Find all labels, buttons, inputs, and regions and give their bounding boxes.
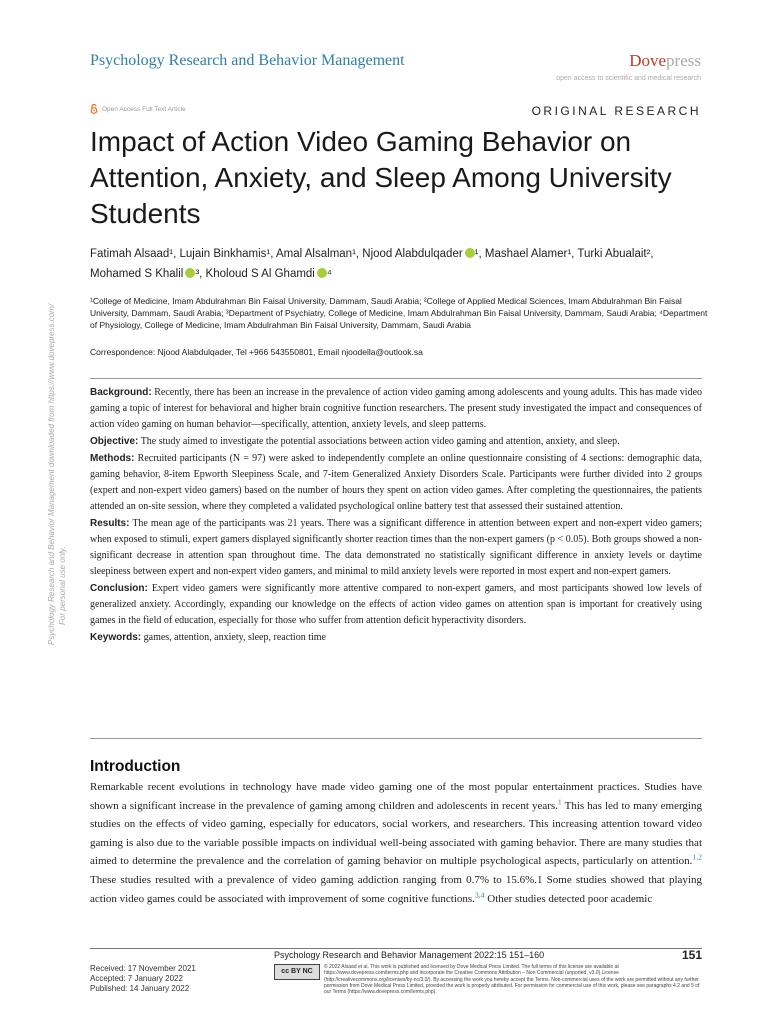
article-title: Impact of Action Video Gaming Behavior on Attention, Anxiety, and Sleep Among University Students [90, 126, 672, 229]
orcid-icon[interactable] [465, 248, 475, 258]
conclusion-label: Conclusion: [90, 583, 148, 594]
publisher-logo-part1: Dove [629, 51, 667, 70]
open-access-label: Open Access Full Text Article [102, 105, 186, 113]
article-dates [90, 964, 196, 994]
abstract-methods [90, 451, 702, 515]
license-text: © 2022 Alsaad et al. This work is published and licensed by Dove Medical Press Limited. The full terms of this license are available at https://www.dovepress.com/terms.php and incorporate the Creative Commons Attribution – Non Commercial (unported, v3.0) License (http://creativecommons.org/licenses/by-nc/3.0/). By accessing the work you hereby accept the Terms. Non-commercial uses of the work are permitted without any further permission from Dove Medical Press Limited, provided the work is properly attributed. For permission for commercial use of this work, please see paragraphs 4.2 and 5 of our Terms (https://www.dovepress.com/terms.php). [324, 964, 700, 996]
page-number: 151 [681, 948, 702, 962]
results-label: Results: [90, 518, 130, 529]
side-note-line1: Psychology Research and Behavior Management downloaded from https://www.dovepress.com/ [47, 303, 56, 645]
received-date: Received: 17 November 2021 [90, 964, 196, 973]
abstract-top-rule [90, 378, 702, 379]
license-block [274, 964, 702, 995]
correspondence: Correspondence: Njood Alabdulqader, Tel +966 543550801, Email njoodella@outlook.sa [90, 347, 423, 357]
published-date: Published: 14 January 2022 [90, 984, 190, 993]
abstract-bottom-rule [90, 738, 702, 739]
open-access-badge [90, 104, 186, 114]
objective-label: Objective: [90, 436, 139, 447]
intro-part4: Other studies detected poor academic [484, 892, 653, 905]
methods-label: Methods: [90, 453, 135, 464]
orcid-icon[interactable] [185, 268, 195, 278]
orcid-icon[interactable] [317, 268, 327, 278]
side-note-text [46, 304, 68, 645]
side-note-line2: For personal use only. [58, 546, 67, 625]
abstract-results [90, 516, 702, 580]
publisher-logo[interactable] [629, 51, 701, 71]
open-access-icon [90, 104, 98, 114]
accepted-date: Accepted: 7 January 2022 [90, 974, 183, 983]
abstract-keywords [90, 630, 702, 646]
keywords-label: Keywords: [90, 632, 142, 643]
journal-title[interactable]: Psychology Research and Behavior Management [90, 52, 405, 69]
article-type: ORIGINAL RESEARCH [531, 104, 701, 118]
conclusion-text: Expert video gamers were significantly more attentive compared to non-expert gamers, and most participants showed low levels of generalized anxiety. Accordingly, expanding our knowledge on the effects of action video games on attention span is important for creatively using games in the field of education, especially for those who suffer from attention deficit hyperactivity disorders. [90, 583, 702, 626]
introduction-heading: Introduction [90, 758, 181, 775]
abstract-objective [90, 434, 702, 450]
background-text: Recently, there has been an increase in the prevalence of action video gaming among adolescents and young adults. This has made video gaming a topic of interest for behavioral and higher brain cognitive function researchers. The present study investigated the impact and consequences of action video gaming on human behavior—specifically, attention, anxiety levels, and sleep patterns. [90, 387, 703, 430]
intro-part3: These studies resulted with a prevalence of video gaming addiction ranging from 0.7% to 15.6%.1 Some studies showed that playing action video games could be associated with improvement of some cognitive functions. [90, 873, 702, 905]
objective-text: The study aimed to investigate the potential associations between action video gaming and attention, anxiety, and sleep. [140, 436, 620, 447]
authors-line2b: ³, Kholoud S Al Ghamdi [195, 268, 315, 280]
footer-rule [90, 948, 702, 949]
publisher-logo-part2: press [666, 51, 701, 70]
abstract-background [90, 385, 702, 433]
author-list [90, 244, 710, 284]
authors-line2a: Mohamed S Khalil [90, 268, 184, 280]
affiliations: ¹College of Medicine, Imam Abdulrahman Bin Faisal University, Dammam, Saudi Arabia; ²College of Applied Medical Sciences, Imam Abdulrahman Bin Faisal University, Dammam, Saudi Arabia; ³Department of Psychiatry, College of Medicine, Imam Abdulrahman Bin Faisal University, Dammam, Saudi Arabia; ⁴Department of Physiology, College of Medicine, Imam Abdulrahman Bin Faisal University, Dammam, Saudi Arabia [90, 296, 708, 330]
citation-link[interactable]: 1,2 [692, 852, 702, 862]
publisher-tagline: open access to scientific and medical research [556, 75, 701, 82]
abstract [90, 385, 702, 647]
abstract-conclusion [90, 581, 702, 629]
cc-license-icon[interactable]: cc BY NC [274, 964, 320, 980]
citation-link[interactable]: 1 [557, 796, 562, 806]
introduction-text [90, 778, 702, 908]
background-label: Background: [90, 387, 152, 398]
authors-line1: Fatimah Alsaad¹, Lujain Binkhamis¹, Amal Alsalman¹, Njood Alabdulqader [90, 248, 463, 260]
authors-line1b: ¹, Mashael Alamer¹, Turki Abualait², [474, 248, 654, 260]
results-text: The mean age of the participants was 21 years. There was a significant difference in attention between expert and non-expert video gamers; when exposed to stimuli, expert gamers displayed significantly shorter reaction times than the non-expert gamers (p < 0.05). Both groups showed a non-significant decrease in attention span throughout time. The data demonstrated no statistically significant difference in anxiety levels or daytime sleepiness between expert and non-expert video gamers, and minimal to mild anxiety levels were reported in most expert and non-expert gamers. [90, 518, 702, 577]
footer-citation[interactable]: Psychology Research and Behavior Management 2022:15 151–160 [274, 950, 545, 960]
intro-part1: Remarkable recent evolutions in technology have made video gaming one of the most popular entertainment practices. Studies have shown a significant increase in the prevalence of gaming among children and adolescents in recent years. [90, 781, 702, 812]
methods-text: Recruited participants (N = 97) were asked to independently complete an online questionnaire consisting of 4 sections: demographic data, gaming behavior, 8-item Epworth Sleepiness Scale, and 7-item Generalized Anxiety Disorders Scale. Participants were further divided into 2 groups (expert and non-expert video gamers) based on the number of hours they spent on action video games. After completing the questionnaires, the patients attended an on-site session, where they completed a validated psychological online battery test that assessed their sustained attention. [90, 453, 703, 512]
citation-link[interactable]: 3,4 [474, 889, 485, 899]
authors-line2c: ⁴ [326, 268, 332, 280]
keywords-text: games, attention, anxiety, sleep, reaction time [143, 632, 326, 643]
intro-part2: This has led to many emerging studies on the effects of video gaming, especially for educators, social workers, and researchers. This increasing attention toward video gaming is also due to the variable possible impacts on individual well-being associated with gaming behavior. There are many studies that aimed to determine the prevalence and the correlation of gaming behavior on multiple psychological aspects, particularly on attention. [90, 799, 702, 868]
